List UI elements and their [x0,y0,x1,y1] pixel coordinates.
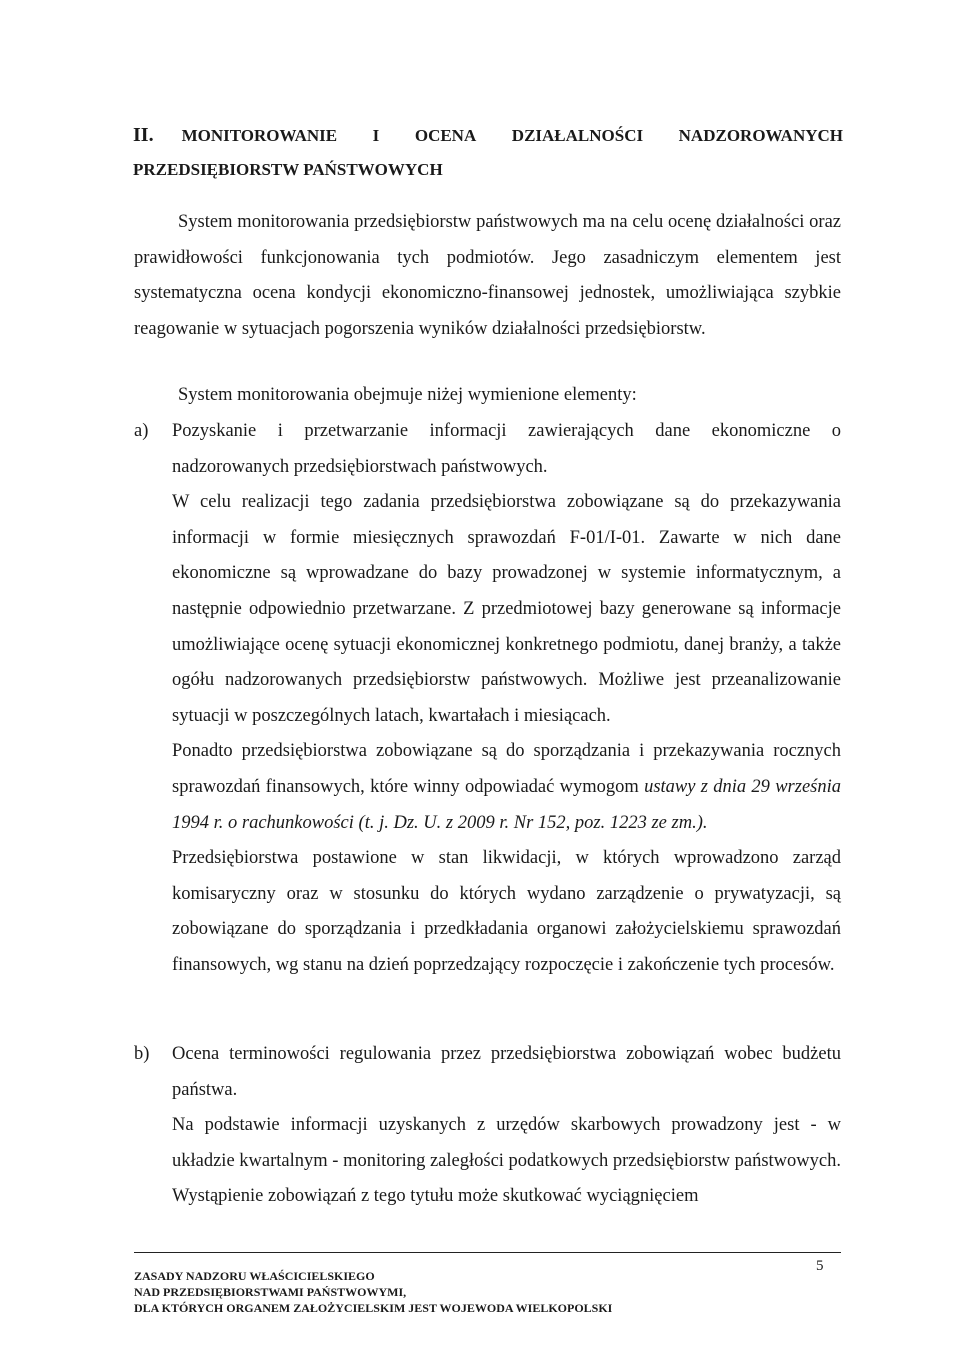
list-marker-b: b) [134,1044,150,1064]
heading-word-3: OCENA [414,126,477,145]
section-heading-line-2: PRZEDSIĘBIORSTW PAŃSTWOWYCH [133,160,443,179]
section-heading [133,118,843,187]
item-a-paragraph-3-text: Ponadto przedsiębiorstwa zobowiązane są do sporządzania i przekazywania rocznych sprawozdań finansowych, które winny odpowiadać wymogom [172,741,841,797]
footer-line-1: ZASADY NADZORU WŁAŚCICIELSKIEGO [134,1269,375,1283]
footer-line-3: DLA KTÓRYCH ORGANEM ZAŁOŻYCIELSKIM JEST WOJEWODA WIELKOPOLSKI [134,1301,613,1315]
page-number: 5 [816,1258,824,1274]
item-a-paragraph-3 [172,734,841,841]
elements-intro: System monitorowania obejmuje niżej wymienione elementy: [178,385,637,405]
list-marker-a: a) [134,421,149,441]
list-item-b-content [172,1037,841,1215]
heading-word-1: MONITOROWANIE [181,126,338,145]
act-citation: ustawy z dnia 29 września 1994 r. o rachunkowości (t. j. Dz. U. z 2009 r. Nr 152, poz. 1223 ze zm.). [172,776,841,833]
section-number: II. [133,124,154,146]
list-item-b [134,1037,841,1215]
list-item-a [134,414,841,984]
item-b-paragraph-1: Ocena terminowości regulowania przez przedsiębiorstwa zobowiązań wobec budżetu państwa. [172,1044,841,1100]
heading-word-2: I [372,126,380,145]
footer-line-2: NAD PRZEDSIĘBIORSTWAMI PAŃSTWOWYMI, [134,1285,407,1299]
heading-word-5: NADZOROWANYCH [678,126,843,145]
item-a-paragraph-4: Przedsiębiorstwa postawione w stan likwidacji, w których wprowadzono zarząd komisaryczny oraz w stosunku do których wydano zarządzenie o prywatyzacji, są zobowiązane do sporządzania i przedkładania organowi założycielskiemu sprawozdań finansowych, wg stanu na dzień poprzedzający rozpoczęcie i zakończenie tych procesów. [172,848,841,975]
list-item-a-content [172,414,841,984]
item-a-paragraph-1: Pozyskanie i przetwarzanie informacji zawierających dane ekonomiczne o nadzorowanych przedsiębiorstwach państwowych. [172,421,841,477]
item-a-paragraph-2: W celu realizacji tego zadania przedsiębiorstwa zobowiązane są do przekazywania informacji w formie miesięcznych sprawozdań F-01/I-01. Zawarte w nich dane ekonomiczne są wprowadzane do bazy prowadzonej w systemie informatycznym, a następnie odpowiednio przetwarzane. Z przedmiotowej bazy generowane są informacje umożliwiające ocenę sytuacji ekonomicznej konkretnego podmiotu, danej branży, a także ogółu nadzorowanych przedsiębiorstw państwowych. Możliwe jest przeanalizowanie sytuacji w poszczególnych latach, kwartałach i miesiącach. [172,492,841,726]
heading-word-4: DZIAŁALNOŚCI [511,126,644,145]
page-footer [134,1268,694,1316]
item-b-paragraph-2: Na podstawie informacji uzyskanych z urzędów skarbowych prowadzony jest - w układzie kwartalnym - monitoring zaległości podatkowych przedsiębiorstw państwowych. Wystąpienie zobowiązań z tego tytułu może skutkować wyciągnięciem [172,1115,841,1207]
intro-paragraph: System monitorowania przedsiębiorstw państwowych ma na celu ocenę działalności oraz prawidłowości funkcjonowania tych podmiotów. Jego zasadniczym elementem jest systematyczna ocena kondycji ekonomiczno-finansowej jednostek, umożliwiająca szybkie reagowanie w sytuacjach pogorszenia wyników działalności przedsiębiorstw. [134,212,841,339]
section-heading-line-1 [133,118,843,153]
footer-divider [134,1252,841,1253]
